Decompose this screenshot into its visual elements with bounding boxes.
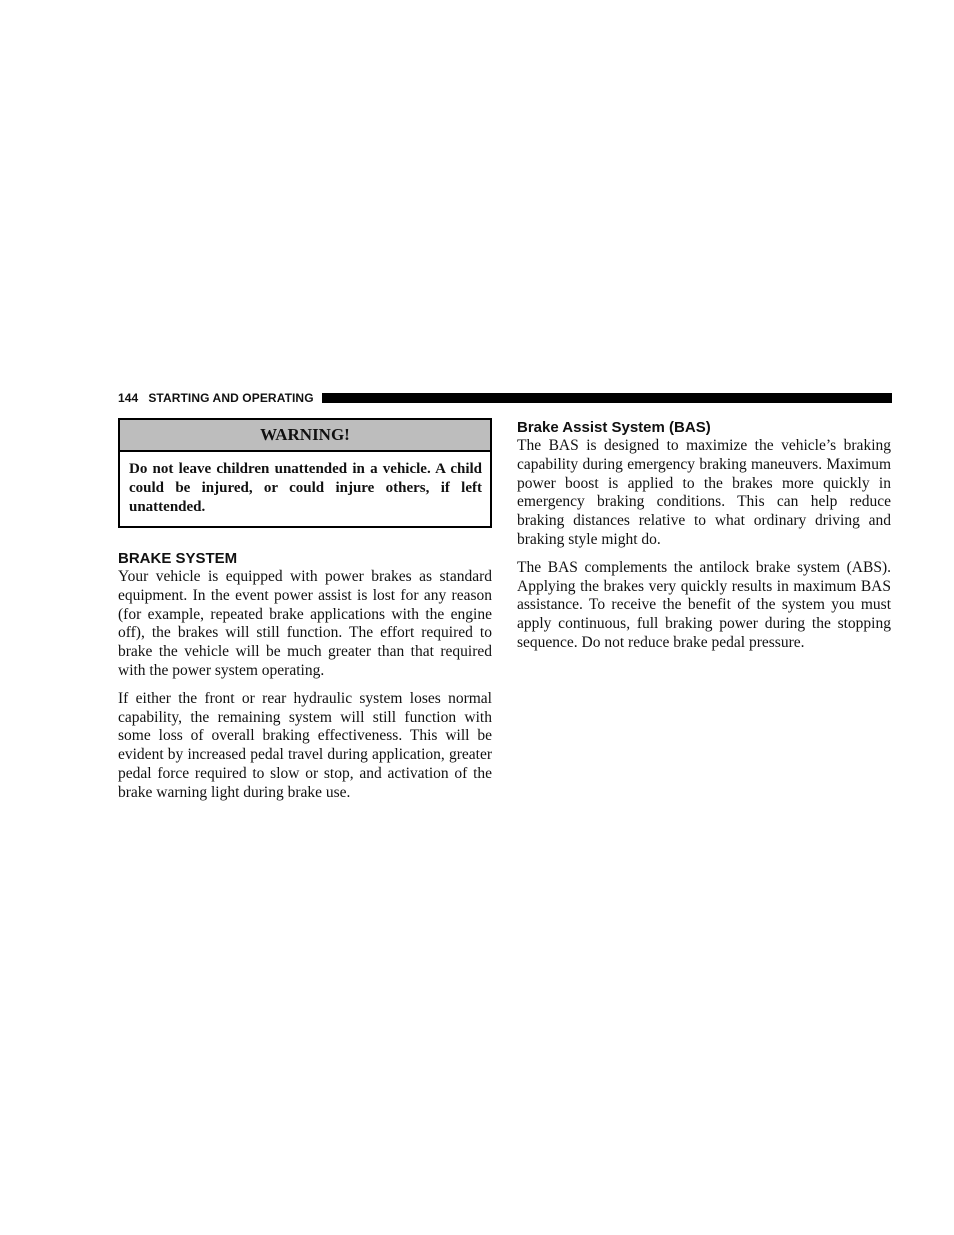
warning-title: WARNING! <box>120 420 490 452</box>
section-title: STARTING AND OPERATING <box>148 391 314 405</box>
warning-text: Do not leave children unattended in a vehicle. A child could be injured, or could injure others, if left unattended. <box>129 461 482 515</box>
brake-system-heading: BRAKE SYSTEM <box>118 550 238 567</box>
brake-system-paragraph-1: Your vehicle is equipped with power brakes as standard equipment. In the event power assist is lost for any reason (for example, repeated brake applications with the engine off), the brakes will still function. The effort required to brake the vehicle will be much greater than that required with the power system operating. <box>118 568 492 679</box>
header-rule-bar <box>322 393 892 403</box>
brake-system-paragraph-2: If either the front or rear hydraulic system loses normal capability, the remaining system will still function with some loss of overall braking effectiveness. This will be evident by increased pedal travel during application, greater pedal force required to slow or stop, and activation of the brake warning light during brake use. <box>118 689 492 801</box>
right-column <box>517 418 891 653</box>
warning-box <box>118 418 492 528</box>
bas-heading: Brake Assist System (BAS) <box>517 419 711 436</box>
page-number: 144 <box>118 391 139 405</box>
bas-paragraph-1: The BAS is designed to maximize the vehicle’s braking capability during emergency braking maneuvers. Maximum power boost is applied to the brakes more quickly in emergency braking conditions. This can help reduce braking distances relative to what ordinary driving and braking style might do. <box>517 437 891 548</box>
bas-paragraph-2: The BAS complements the antilock brake system (ABS). Applying the brakes very quickly results in maximum BAS assistance. To receive the benefit of the system you must apply continuous, full braking power during the stopping sequence. Do not reduce brake pedal pressure. <box>517 558 891 651</box>
left-column <box>118 418 492 803</box>
page-header <box>118 389 892 407</box>
